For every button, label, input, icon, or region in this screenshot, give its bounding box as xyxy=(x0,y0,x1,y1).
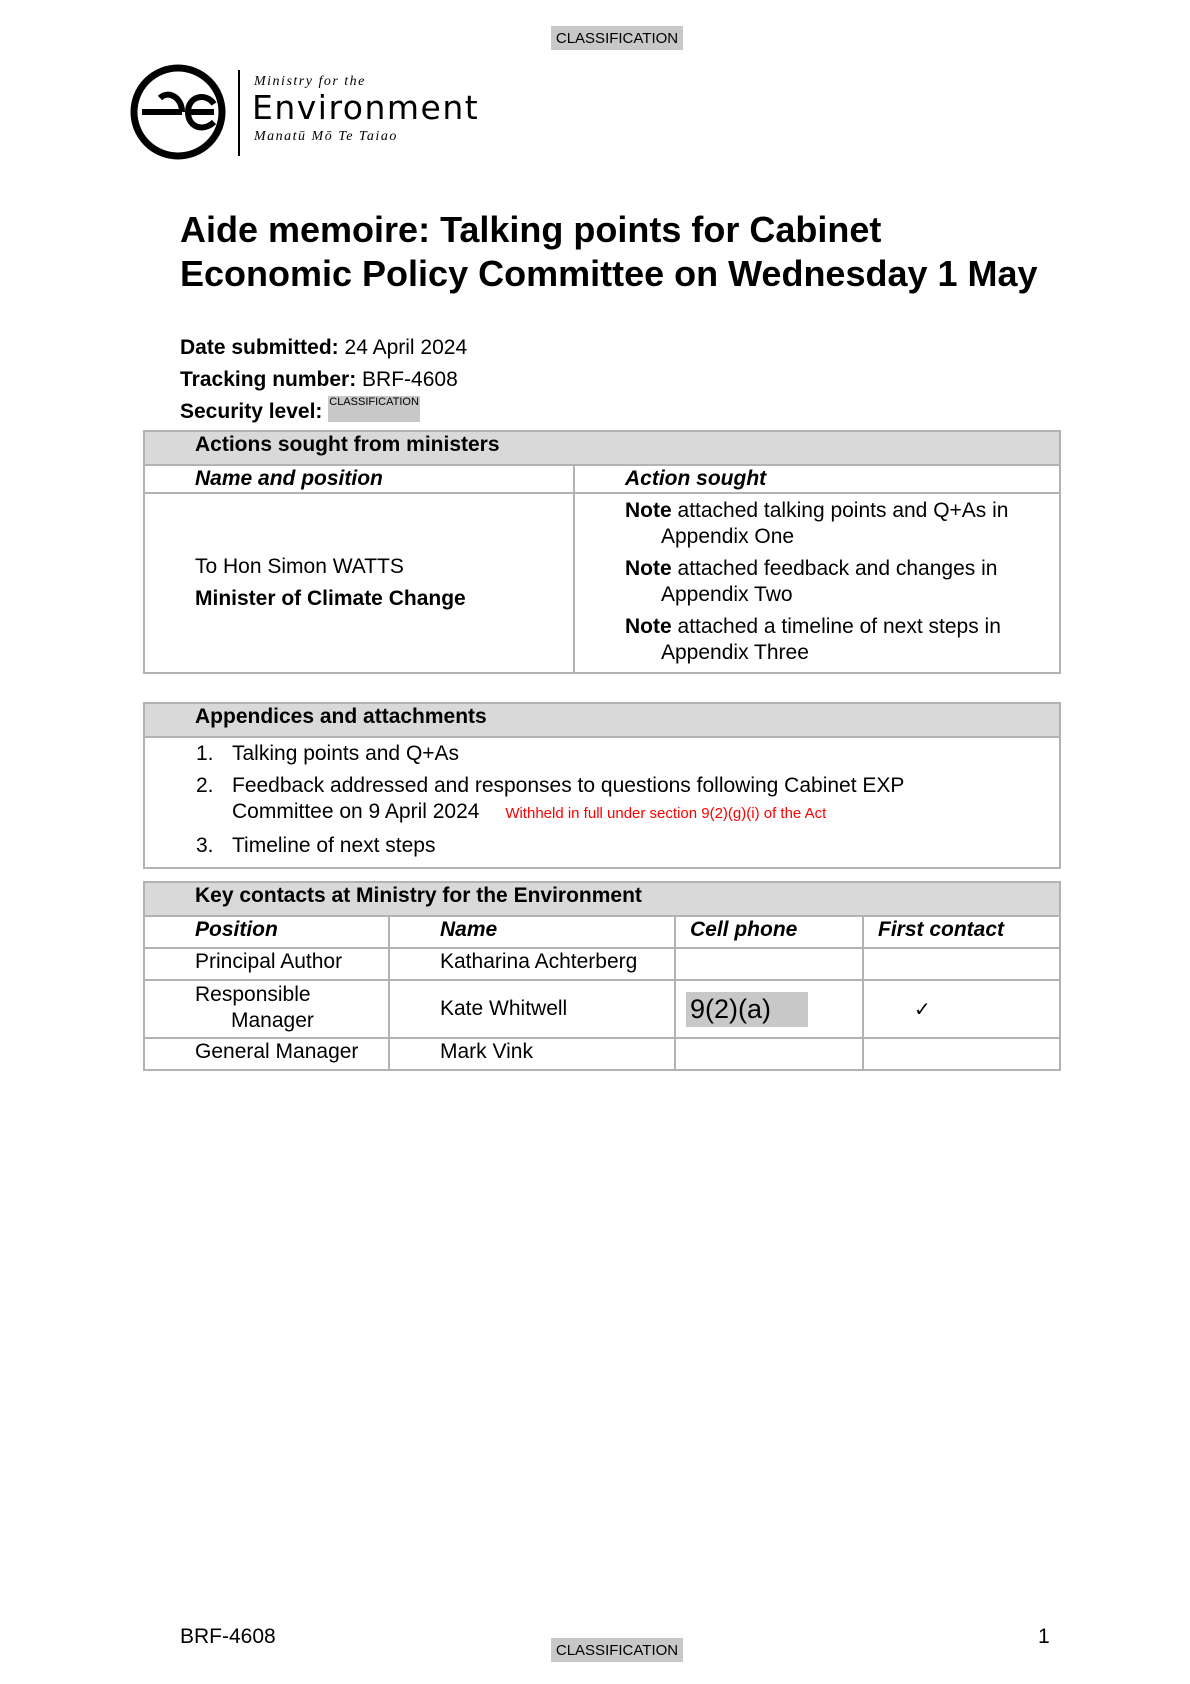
action-text: attached feedback and changes in xyxy=(677,557,998,580)
withheld-note: Withheld in full under section 9(2)(g)(i) of the Act xyxy=(505,805,827,822)
action-text-cont: Appendix Two xyxy=(661,583,793,606)
tracking-value: BRF-4608 xyxy=(362,368,458,391)
list-item xyxy=(146,741,1058,767)
table-row xyxy=(144,980,1060,1038)
contacts-heading: Key contacts at Ministry for the Environment xyxy=(144,882,1060,916)
list-text: Feedback addressed and responses to questions following Cabinet EXP xyxy=(232,774,905,797)
date-label: Date submitted: xyxy=(180,336,339,359)
col-action-sought: Action sought xyxy=(574,465,1060,493)
list-number: 3. xyxy=(196,834,214,857)
table-row xyxy=(144,1038,1060,1070)
date-value: 24 April 2024 xyxy=(344,336,468,359)
document-meta xyxy=(180,332,880,428)
action-item xyxy=(625,614,1051,666)
tracking-number xyxy=(180,364,880,396)
ministry-logo xyxy=(128,62,488,162)
row-position: Principal Author xyxy=(144,948,389,980)
col-name: Name xyxy=(389,916,675,948)
actions-list xyxy=(574,493,1060,673)
redacted-phone: 9(2)(a) xyxy=(686,992,808,1027)
list-number: 1. xyxy=(196,742,214,765)
list-text-cont: Committee on 9 April 2024 xyxy=(232,800,480,823)
row-name: Kate Whitwell xyxy=(389,980,675,1038)
security-label: Security level: xyxy=(180,400,323,423)
header-classification: CLASSIFICATION xyxy=(551,26,683,50)
title-line-2: Economic Policy Committee on Wednesday 1 May xyxy=(180,253,1038,294)
footer-classification: CLASSIFICATION xyxy=(551,1638,683,1662)
action-item xyxy=(625,498,1051,550)
row-first-contact xyxy=(863,1038,1060,1070)
appendices-list xyxy=(144,737,1060,868)
action-text-cont: Appendix One xyxy=(661,525,795,548)
security-value: CLASSIFICATION xyxy=(328,396,420,422)
row-position-line-2: Manager xyxy=(231,1009,314,1032)
appendices-heading: Appendices and attachments xyxy=(144,703,1060,737)
action-text-cont: Appendix Three xyxy=(661,641,809,664)
list-text: Timeline of next steps xyxy=(232,834,436,857)
row-phone xyxy=(675,1038,863,1070)
row-name: Mark Vink xyxy=(389,1038,675,1070)
page-title xyxy=(180,208,1080,296)
list-number: 2. xyxy=(196,774,214,797)
col-name-position: Name and position xyxy=(144,465,574,493)
logo-line-3: Manatū Mō Te Taiao xyxy=(254,129,398,144)
security-level xyxy=(180,396,880,428)
row-phone-cell xyxy=(675,980,863,1038)
actions-table xyxy=(143,430,1061,674)
row-position-line-1: Responsible xyxy=(195,983,311,1006)
col-cell-phone: Cell phone xyxy=(675,916,863,948)
row-position: General Manager xyxy=(144,1038,389,1070)
page-number: 1 xyxy=(1038,1625,1050,1648)
first-contact-check: ✓ xyxy=(863,980,1060,1038)
footer-reference: BRF-4608 xyxy=(180,1625,276,1648)
list-text: Talking points and Q+As xyxy=(232,742,460,765)
logo-line-2: Environment xyxy=(252,88,480,127)
list-item xyxy=(146,773,1058,827)
addressee-to: To Hon Simon WATTS xyxy=(195,555,404,578)
col-position: Position xyxy=(144,916,389,948)
table-row xyxy=(144,948,1060,980)
date-submitted xyxy=(180,332,880,364)
row-name: Katharina Achterberg xyxy=(389,948,675,980)
row-phone xyxy=(675,948,863,980)
ministry-emblem-icon xyxy=(128,62,228,162)
title-line-1: Aide memoire: Talking points for Cabinet xyxy=(180,209,882,250)
logo-line-1: Ministry for the xyxy=(254,74,366,89)
tracking-label: Tracking number: xyxy=(180,368,357,391)
actions-heading: Actions sought from ministers xyxy=(144,431,1060,465)
action-item xyxy=(625,556,1051,608)
action-text: attached talking points and Q+As in xyxy=(677,499,1009,522)
col-first-contact: First contact xyxy=(863,916,1060,948)
addressee-cell xyxy=(144,493,574,673)
action-verb: Note xyxy=(625,615,672,638)
action-text: attached a timeline of next steps in xyxy=(677,615,1001,638)
addressee-position: Minister of Climate Change xyxy=(195,587,466,610)
contacts-table xyxy=(143,881,1061,1071)
list-item xyxy=(146,833,1058,859)
action-verb: Note xyxy=(625,499,672,522)
logo-divider xyxy=(238,70,240,156)
row-position xyxy=(144,980,389,1038)
row-first-contact xyxy=(863,948,1060,980)
action-verb: Note xyxy=(625,557,672,580)
appendices-table xyxy=(143,702,1061,869)
